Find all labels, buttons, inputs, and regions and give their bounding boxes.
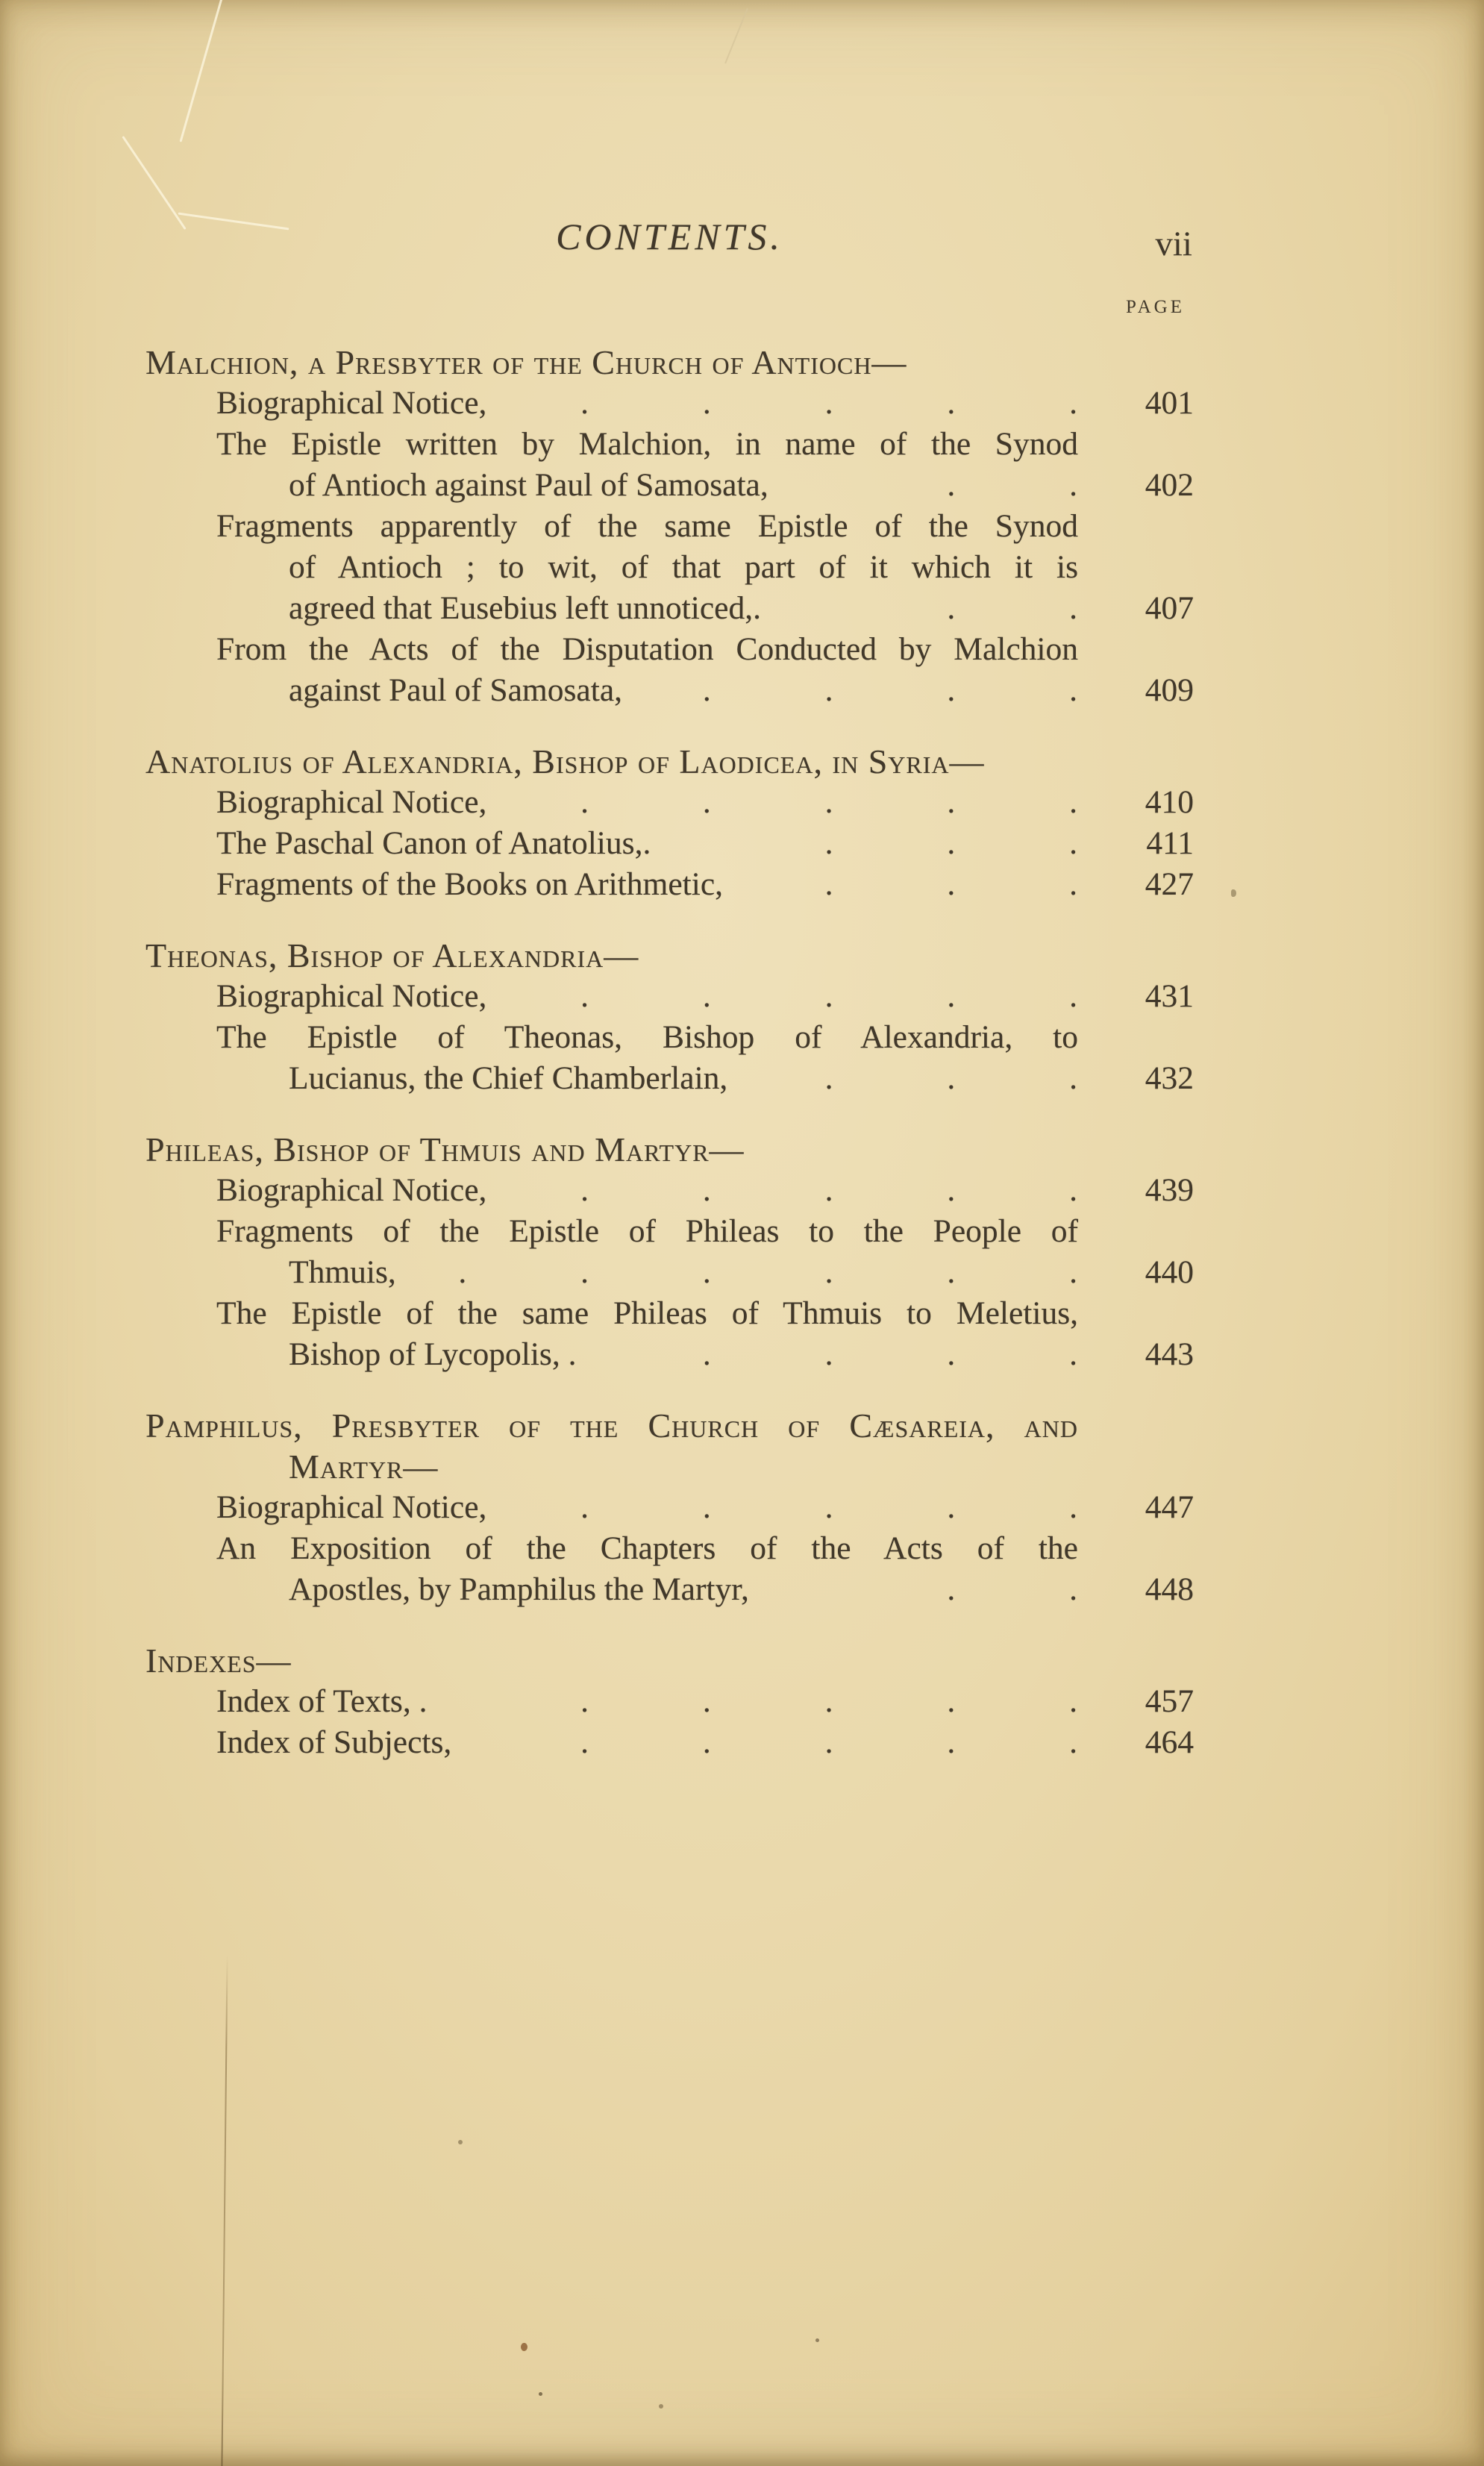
dot-leader: . . [947,590,1077,626]
entry-title: Bishop of Lycopolis, . [289,1336,577,1372]
dot-leader: . . . [824,825,1077,861]
entry-title: Fragments of the Books on Arithmetic, [216,866,724,902]
entry-title: The Paschal Canon of Anatolius,. [216,825,651,861]
section-heading: Theonas, Bishop of Alexandria— [145,936,639,974]
section-heading: Indexes— [145,1642,292,1680]
section-heading: Phileas, Bishop of Thmuis and Martyr— [145,1130,745,1168]
page-column-label: PAGE [1126,297,1185,317]
paper-speck [521,2343,527,2351]
entry-title: of Antioch against Paul of Samosata, [289,467,768,503]
toc-entry-line: From the Acts of the Disputation Conducted by Malchion [216,631,1078,667]
paper-speck [815,2338,819,2342]
toc-section-theonas [145,935,1194,1099]
entry-title: Apostles, by Pamphilus the Martyr, [289,1571,749,1607]
toc-content [145,209,1194,1763]
entry-title: Biographical Notice, [216,1489,487,1525]
entry-page-number: 432 [1145,1060,1194,1096]
paper-speck [458,2140,463,2144]
toc-entry-continuation [145,1334,1194,1375]
paper-speck [539,2392,542,2396]
paper-speck [659,2404,663,2409]
toc-entry-continuation [145,1252,1194,1293]
paper-crease-mark [724,8,748,64]
dot-leader: . . . . . [580,385,1077,421]
toc-section-anatolius [145,741,1194,905]
entry-title: Biographical Notice, [216,784,487,820]
toc-entry-line: An Exposition of the Chapters of the Acts of the [216,1530,1078,1566]
toc-entry-continuation [145,670,1194,711]
dot-leader: . . . . . . [458,1254,1077,1290]
dot-leader: . . . [824,1060,1077,1096]
dot-leader: . . [947,1571,1077,1607]
toc-entry-continuation [145,1058,1194,1099]
section-heading: Malchion, a Presbyter of the Church of Antioch— [145,343,907,381]
entry-title: Lucianus, the Chief Chamberlain, [289,1060,728,1096]
toc-entry-line: The Epistle of the same Phileas of Thmuis to Meletius, [216,1295,1078,1331]
toc-entry-line: The Epistle of Theonas, Bishop of Alexandria, to [216,1019,1078,1055]
toc-entry-line: of Antioch ; to wit, of that part of it which it is [289,549,1078,585]
entry-page-number: 407 [1145,590,1194,626]
toc-section-malchion [145,342,1194,711]
entry-page-number: 443 [1145,1336,1194,1372]
entry-page-number: 464 [1145,1724,1194,1760]
dot-leader: . . . . . [580,784,1077,820]
entry-page-number: 440 [1145,1254,1194,1290]
paper-crease-mark [179,0,222,143]
entry-title: Biographical Notice, [216,978,487,1014]
toc-entry [145,1170,1194,1211]
entry-title: Biographical Notice, [216,1172,487,1208]
entry-title: against Paul of Samosata, [289,672,623,708]
toc-entry-line: Fragments of the Epistle of Phileas to the People of [216,1213,1078,1249]
toc-entry [145,1722,1194,1763]
toc-entry [145,976,1194,1017]
paper-crack-line [221,1955,228,2466]
toc-entry [145,1487,1194,1528]
dot-leader: . . . . [702,1336,1077,1372]
toc-entry [145,782,1194,823]
toc-entry-continuation [145,588,1194,629]
page-title: CONTENTS. [556,216,783,257]
toc-section-phileas [145,1129,1194,1375]
toc-entry [145,864,1194,905]
entry-page-number: 439 [1145,1172,1194,1208]
entry-page-number: 457 [1145,1683,1194,1719]
entry-page-number: 427 [1145,866,1194,902]
paper-speck [1231,889,1236,897]
dot-leader: . . . [824,866,1077,902]
entry-page-number: 447 [1145,1489,1194,1525]
toc-entry-line: The Epistle written by Malchion, in name of the Synod [216,426,1078,462]
entry-page-number: 411 [1146,825,1194,861]
dot-leader: . . . . . [580,1489,1077,1525]
toc-entry [145,1681,1194,1722]
entry-title: Index of Subjects, [216,1724,452,1760]
toc-entry-continuation [145,1569,1194,1610]
toc-entry [145,383,1194,424]
entry-page-number: 410 [1145,784,1194,820]
entry-title: Index of Texts, . [216,1683,428,1719]
entry-page-number: 409 [1145,672,1194,708]
toc-entry-line: Fragments apparently of the same Epistle of the Synod [216,508,1078,544]
toc-entry [145,823,1194,864]
entry-title: Thmuis, [289,1254,396,1290]
section-heading: Anatolius of Alexandria, Bishop of Laodicea, in Syria— [145,742,985,780]
section-heading: Pamphilus, Presbyter of the Church of Cæsareia, and [145,1406,1078,1445]
entry-title: agreed that Eusebius left unnoticed,. [289,590,761,626]
toc-section-pamphilus [145,1405,1194,1610]
dot-leader: . . . . . [580,978,1077,1014]
entry-page-number: 448 [1145,1571,1194,1607]
toc-section-indexes [145,1640,1194,1763]
entry-page-number: 431 [1145,978,1194,1014]
page-header [145,209,1194,265]
section-heading-continuation: Martyr— [289,1448,439,1486]
folio-number: vii [1155,225,1192,263]
dot-leader: . . . . . [580,1172,1077,1208]
entry-title: Biographical Notice, [216,385,487,421]
dot-leader: . . . . . [580,1683,1077,1719]
entry-page-number: 402 [1145,467,1194,503]
dot-leader: . . . . [702,672,1077,708]
toc-entry-continuation [145,465,1194,506]
entry-page-number: 401 [1145,385,1194,421]
dot-leader: . . [947,467,1077,503]
dot-leader: . . . . . [580,1724,1077,1760]
